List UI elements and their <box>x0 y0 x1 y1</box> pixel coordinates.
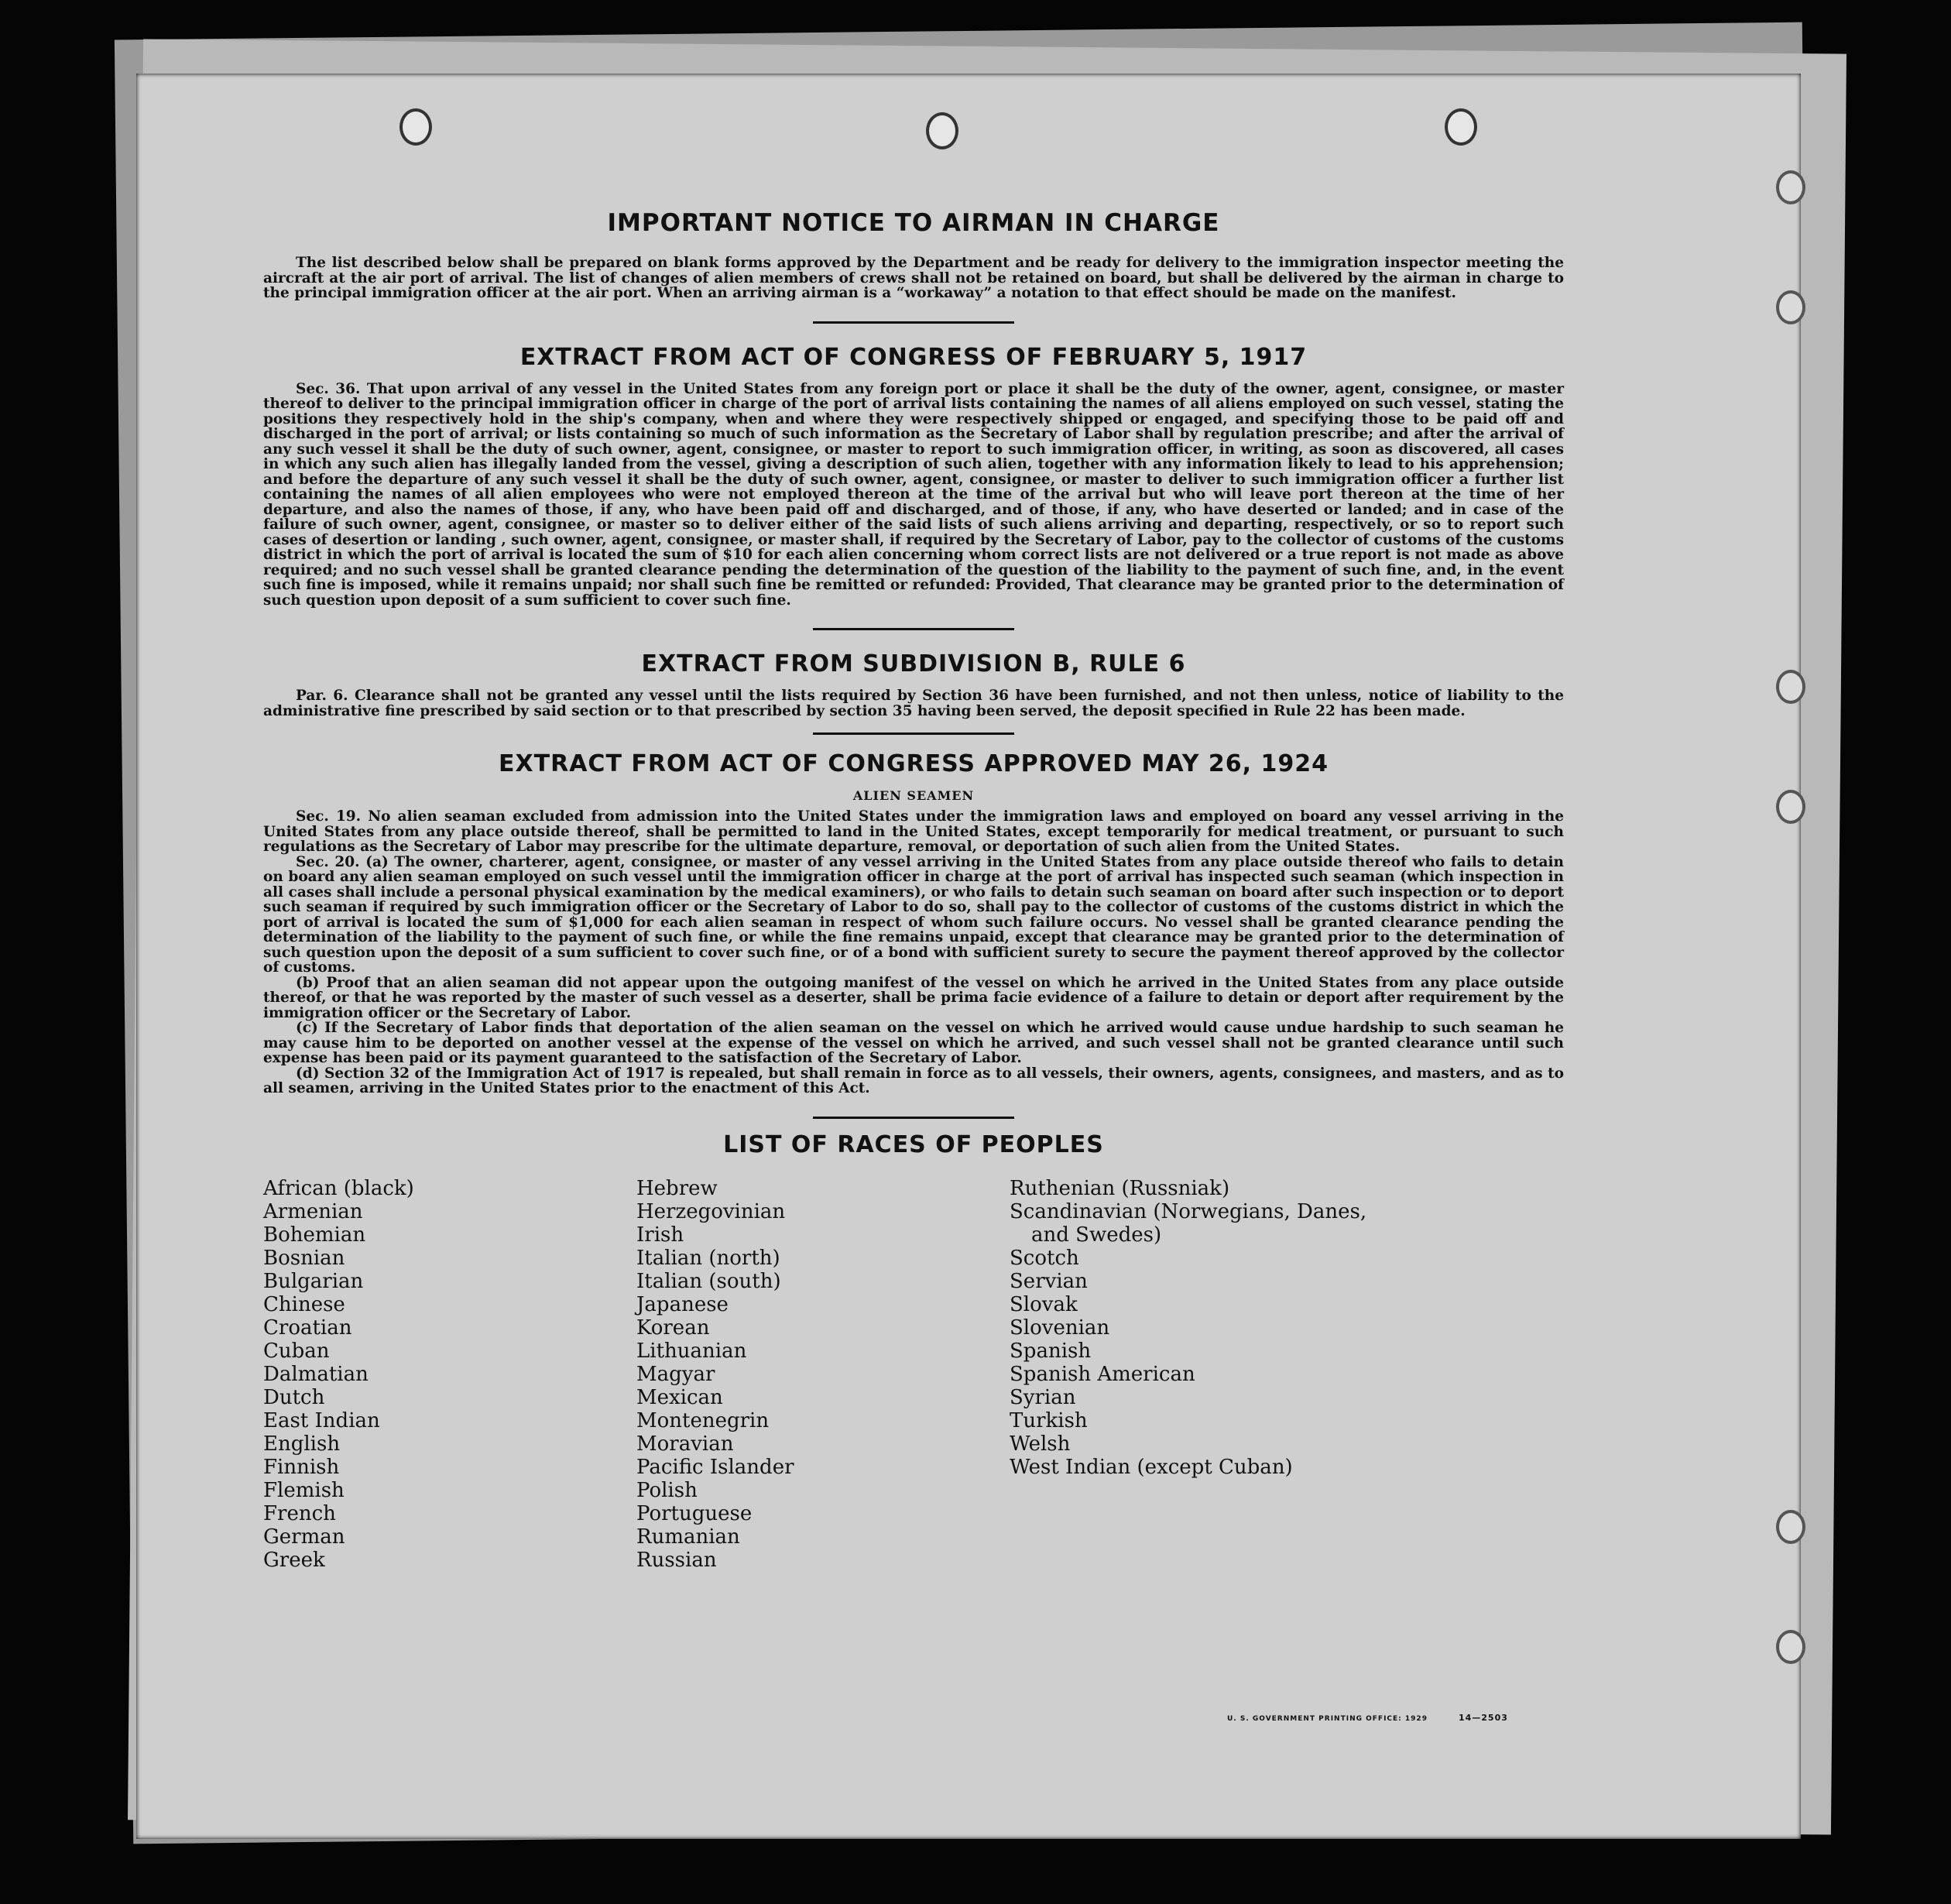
punch-hole <box>1776 1510 1805 1544</box>
extract-rule6-body: Par. 6. Clearance shall not be granted any vessel until the lists required by Section 36 have been furnished, and not then unless, notice of liability to the administrative fine prescribed by said section or to that prescribed by section 35 having been served, the deposit specified in Rule 22 has been made. <box>263 688 1564 719</box>
race-item: Lithuanian <box>636 1339 747 1363</box>
race-item: French <box>263 1501 336 1525</box>
race-item: Polish <box>636 1478 698 1502</box>
race-item: Greek <box>263 1548 325 1572</box>
punch-hole <box>1776 170 1805 204</box>
race-item: Irish <box>636 1223 684 1247</box>
punch-hole <box>399 108 432 146</box>
punch-hole <box>1445 108 1477 146</box>
extract-1924-sec19: Sec. 19. No alien seaman excluded from admission into the United States under the immigration laws and employed on board any vessel arriving in the United States from any place outside thereof, shall be permitted to land in the United States, except temporarily for medical treatment, or pursuant to such regulations as the Secretary of Labor may prescribe for the ultimate departure, removal, or deportation of such alien from the United States. <box>263 808 1564 855</box>
races-title: LIST OF RACES OF PEOPLES <box>723 1130 1104 1158</box>
punch-hole <box>1776 790 1805 824</box>
race-item: Flemish <box>263 1478 345 1502</box>
race-item: Servian <box>1010 1269 1088 1293</box>
races-list <box>263 1177 1564 1572</box>
race-item: Russian <box>636 1548 717 1572</box>
divider <box>813 321 1014 324</box>
race-item: Rumanian <box>636 1525 740 1549</box>
race-item: African (black) <box>263 1176 414 1200</box>
race-item: Ruthenian (Russniak) <box>1010 1176 1230 1200</box>
race-item: Bohemian <box>263 1223 366 1247</box>
printer-line: U. S. GOVERNMENT PRINTING OFFICE: 1929 <box>1227 1715 1428 1723</box>
race-item: Dutch <box>263 1385 325 1409</box>
form-number: 14—2503 <box>1458 1713 1508 1723</box>
race-item: Portuguese <box>636 1501 753 1525</box>
extract-rule6-title: EXTRACT FROM SUBDIVISION B, RULE 6 <box>641 650 1186 678</box>
race-item: Scotch <box>1010 1246 1079 1270</box>
race-item: Italian (north) <box>636 1246 780 1270</box>
race-item: Welsh <box>1010 1432 1071 1456</box>
race-item: Finnish <box>263 1455 340 1479</box>
race-item: Scandinavian (Norwegians, Danes, <box>1010 1199 1367 1223</box>
punch-hole <box>926 112 958 149</box>
document-content <box>263 209 1564 1572</box>
printer-imprint <box>1227 1713 1508 1723</box>
race-item: Montenegrin <box>636 1408 770 1432</box>
race-item: Moravian <box>636 1432 734 1456</box>
notice-body: The list described below shall be prepared on blank forms approved by the Department and be ready for delivery to the immigration inspector meeting the aircraft at the air port of arrival. The list of changes of alien members of crews shall not be retained on board, but shall be delivered by the airman in charge to the principal immigration officer at the air port. When an arriving airman is a “workaway” a notation to that effect should be made on the manifest. <box>263 255 1564 301</box>
races-column-2 <box>636 1177 1010 1572</box>
race-item: Armenian <box>263 1199 363 1223</box>
notice-title: IMPORTANT NOTICE TO AIRMAN IN CHARGE <box>607 209 1220 237</box>
extract-1924-sec20d: (d) Section 32 of the Immigration Act of 1917 is repealed, but shall remain in force as to all vessels, their owners, agents, consignees, and masters, and as to all seamen, arriving in the United States prior to the enactment of this Act. <box>263 1065 1564 1096</box>
race-item: Korean <box>636 1316 710 1340</box>
race-item: Cuban <box>263 1339 330 1363</box>
extract-1917-body: Sec. 36. That upon arrival of any vessel in the United States from any foreign port or place it shall be the duty of the owner, agent, consignee, or master thereof to deliver to the principal immigration officer in charge of the port of arrival lists containing the names of all aliens employed on such vessel, stating the positions they respectively hold in the ship's company, when and where they were respectively shipped or engaged, and specifying those to be paid off and discharged in the port of arrival; or lists containing so much of such information as the Secretary of Labor shall by regulation prescribe; and after the arrival of any such vessel it shall be the duty of such owner, agent, consignee, or master to report to such immigration officer, in writing, as soon as discovered, all cases in which any such alien has illegally landed from the vessel, giving a description of such alien, together with any information likely to lead to his apprehension; and before the departure of any such vessel it shall be the duty of such owner, agent, consignee, or master to deliver to such immigration officer a further list containing the names of all alien employees who were not employed thereon at the time of the arrival but who will leave port thereon at the time of her departure, and also the names of those, if any, who have been paid off and discharged, and of those, if any, who have deserted or landed; and in case of the failure of such owner, agent, consignee, or master so to deliver either of the said lists of such aliens arriving and departing, respectively, or so to report such cases of desertion or landing , such owner, agent, consignee, or master shall, if required by the Secretary of Labor, pay to the collector of customs of the customs district in which the port of arrival is located the sum of $10 for each alien concerning whom correct lists are not delivered or a true report is not made as above required; and no such vessel shall be granted clearance pending the determination of the question of the liability to the payment of such fine, and, in the event such fine is imposed, while it remains unpaid; nor shall such fine be remitted or refunded: Provided, That clearance may be granted prior to the determination of such question upon deposit of a sum sufficient to cover such fine. <box>263 380 1564 609</box>
extract-1924-title: EXTRACT FROM ACT OF CONGRESS APPROVED MAY 26, 1924 <box>499 750 1329 777</box>
race-item: Chinese <box>263 1292 345 1316</box>
divider <box>813 628 1014 630</box>
race-item: Slovenian <box>1010 1316 1110 1340</box>
race-item: Turkish <box>1010 1408 1088 1432</box>
race-item: English <box>263 1432 341 1456</box>
extract-1924-sec20c: (c) If the Secretary of Labor finds that deportation of the alien seaman on the vessel on which he arrived would cause undue hardship to such seaman he may cause him to be deported on another vessel at the expense of the vessel on which he arrived, and such vessel shall not be granted clearance until such expense has been paid or its payment guaranteed to the satisfaction of the Secretary of Labor. <box>263 1020 1564 1066</box>
race-item: Bosnian <box>263 1246 345 1270</box>
divider <box>813 732 1014 735</box>
extract-1917-title: EXTRACT FROM ACT OF CONGRESS OF FEBRUARY 5, 1917 <box>519 343 1308 371</box>
race-item: German <box>263 1525 345 1549</box>
race-item: Syrian <box>1010 1385 1076 1409</box>
race-item: Croatian <box>263 1316 352 1340</box>
race-item: Spanish American <box>1010 1362 1195 1386</box>
race-item: Japanese <box>636 1292 729 1316</box>
race-item: and Swedes) <box>1031 1223 1162 1247</box>
race-item: Mexican <box>636 1385 723 1409</box>
race-item: West Indian (except Cuban) <box>1010 1455 1293 1479</box>
race-item: Herzegovinian <box>636 1199 786 1223</box>
race-item: Pacific Islander <box>636 1455 794 1479</box>
race-item: Magyar <box>636 1362 715 1386</box>
race-item: Hebrew <box>636 1176 718 1200</box>
race-item: Bulgarian <box>263 1269 364 1293</box>
divider <box>813 1117 1014 1119</box>
extract-1924-sec20b: (b) Proof that an alien seaman did not appear upon the outgoing manifest of the vessel on which he arrived in the United States from any place outside thereof, or that he was reported by the master of such vessel as a deserter, shall be prima facie evidence of a failure to detain or deport after requirement by the immigration officer or the Secretary of Labor. <box>263 974 1564 1021</box>
extract-1924-subtitle: ALIEN SEAMEN <box>852 788 975 803</box>
punch-hole <box>1776 1630 1805 1664</box>
race-item: Spanish <box>1010 1339 1092 1363</box>
race-item: Dalmatian <box>263 1362 369 1386</box>
races-column-1 <box>263 1177 636 1572</box>
punch-hole <box>1776 670 1805 704</box>
race-item: Italian (south) <box>636 1269 781 1293</box>
race-item: Slovak <box>1010 1292 1078 1316</box>
punch-hole <box>1776 290 1805 324</box>
race-item: East Indian <box>263 1408 380 1432</box>
extract-1924-sec20a: Sec. 20. (a) The owner, charterer, agent, consignee, or master of any vessel arriving in the United States from any place outside thereof who fails to detain on board any alien seaman employed on such vessel until the immigration officer in charge at the port of arrival has inspected such seaman (which inspection in all cases shall include a personal physical examination by the medical examiners), or who fails to detain such seaman on board after such inspection or to deport such seaman if required by such immigration officer or the Secretary of Labor to do so, shall pay to the collector of customs of the customs district in which the port of arrival is located the sum of $1,000 for each alien seaman in respect of whom such failure occurs. No vessel shall be granted clearance pending the determination of the liability to the payment of such fine, or while the fine remains unpaid, except that clearance may be granted prior to the determination of such question upon the deposit of a sum sufficient to cover such fine, or of a bond with sufficient surety to secure the payment thereof approved by the collector of customs. <box>263 853 1564 976</box>
races-column-3 <box>1010 1177 1383 1572</box>
